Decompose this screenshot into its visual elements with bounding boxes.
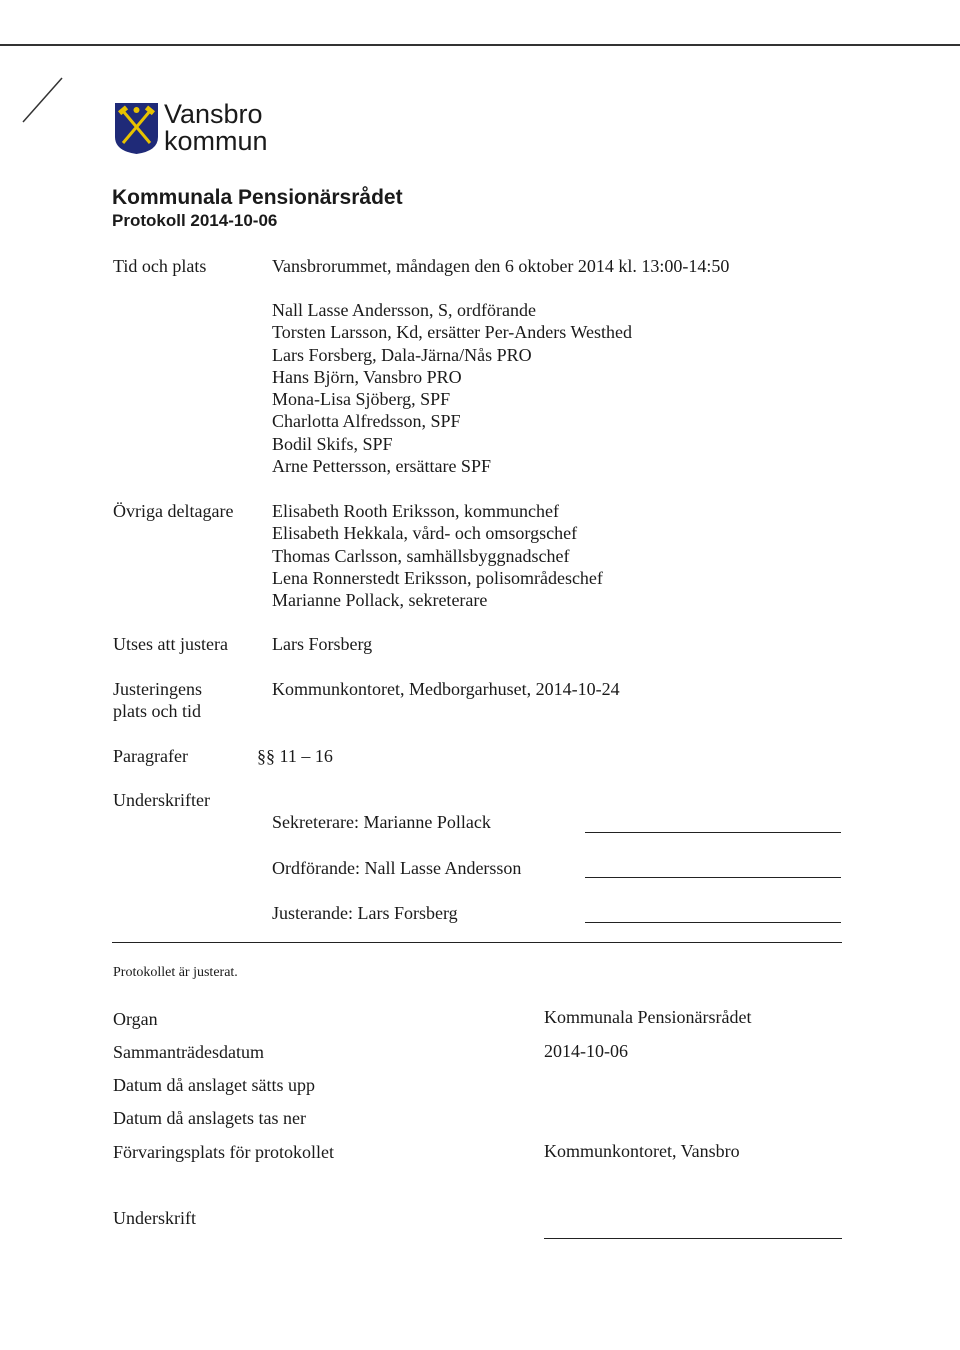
pen-stroke-mark — [0, 60, 80, 130]
participant-item: Lena Ronnerstedt Eriksson, polisområdeschef — [272, 567, 603, 588]
signature-label: Underskrift — [113, 1208, 196, 1228]
participant-item: Thomas Carlsson, samhällsbyggnadschef — [272, 545, 570, 566]
logo-text-line1: Vansbro — [164, 99, 263, 129]
member-item: Mona-Lisa Sjöberg, SPF — [272, 389, 451, 410]
municipality-logo — [113, 101, 268, 155]
adjusted-note: Protokollet är justerat. — [113, 965, 238, 980]
members-list — [272, 299, 632, 477]
member-item: Nall Lasse Andersson, S, ordförande — [272, 300, 536, 320]
section-divider — [112, 942, 842, 943]
signatures-label: Underskrifter — [113, 790, 210, 810]
participant-item: Elisabeth Hekkala, vård- och omsorgschef — [272, 523, 578, 544]
chair-signature-label: Ordförande: Nall Lasse Andersson — [272, 858, 522, 878]
adjuster-label: Utses att justera — [113, 634, 228, 654]
storage-label: Förvaringsplats för protokollet — [113, 1142, 334, 1162]
participant-item: Marianne Pollack, sekreterare — [272, 590, 488, 611]
member-item: Bodil Skifs, SPF — [272, 433, 393, 454]
time-place-label: Tid och plats — [113, 256, 207, 276]
time-place-value: Vansbrorummet, måndagen den 6 oktober 2014 kl. 13:00-14:50 — [272, 256, 730, 276]
participant-item: Elisabeth Rooth Eriksson, kommunchef — [272, 501, 559, 521]
organ-value: Kommunala Pensionärsrådet — [544, 1007, 752, 1027]
adjust-place-label-line2: plats och tid — [113, 701, 201, 722]
secretary-signature-label: Sekreterare: Marianne Pollack — [272, 812, 491, 832]
member-item: Hans Björn, Vansbro PRO — [272, 366, 462, 387]
paragraphs-value: §§ 11 – 16 — [257, 746, 333, 766]
member-item: Charlotta Alfredsson, SPF — [272, 411, 461, 432]
top-border-line — [0, 44, 960, 46]
meeting-date-value: 2014-10-06 — [544, 1041, 628, 1061]
document-subtitle: Protokoll 2014-10-06 — [112, 211, 278, 230]
adjust-place-label — [113, 678, 202, 723]
adjust-place-label-line1: Justeringens — [113, 679, 202, 699]
paragraphs-label: Paragrafer — [113, 746, 188, 766]
secretary-signature-line — [585, 832, 841, 833]
document-title: Kommunala Pensionärsrådet — [112, 186, 403, 209]
signature-line — [544, 1238, 842, 1239]
other-participants-list — [272, 500, 603, 611]
adjuster-value: Lars Forsberg — [272, 634, 373, 654]
member-item: Lars Forsberg, Dala-Järna/Nås PRO — [272, 344, 532, 365]
adjust-place-value: Kommunkontoret, Medborgarhuset, 2014-10-24 — [272, 679, 620, 699]
chair-signature-line — [585, 877, 841, 878]
logo-text-line2: kommun — [164, 126, 268, 156]
storage-value: Kommunkontoret, Vansbro — [544, 1141, 740, 1161]
organ-label: Organ — [113, 1009, 158, 1029]
member-item: Torsten Larsson, Kd, ersätter Per-Anders Westhed — [272, 322, 632, 343]
member-item: Arne Pettersson, ersättare SPF — [272, 456, 491, 477]
meeting-date-label: Sammanträdesdatum — [113, 1042, 264, 1062]
removed-date-label: Datum då anslagets tas ner — [113, 1108, 306, 1128]
other-participants-label: Övriga deltagare — [113, 501, 234, 521]
adjuster-signature-label: Justerande: Lars Forsberg — [272, 903, 458, 923]
posted-date-label: Datum då anslaget sätts upp — [113, 1075, 315, 1095]
adjuster-signature-line — [585, 922, 841, 923]
coat-of-arms-icon — [113, 101, 160, 155]
